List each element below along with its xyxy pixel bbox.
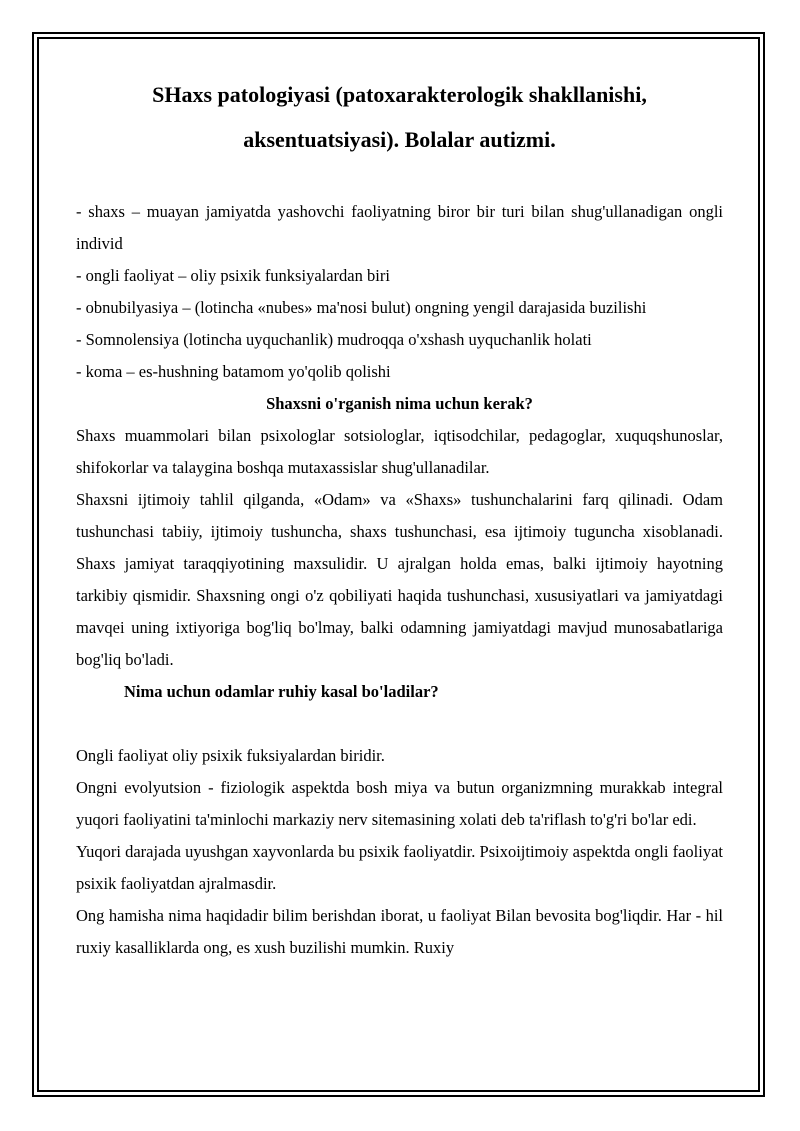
blank-line bbox=[76, 708, 723, 740]
paragraph-1: Shaxs muammolari bilan psixologlar sotsiologlar, iqtisodchilar, pedagoglar, xuquqshunoslar, shifokorlar va talaygina boshqa mutaxassislar shug'ullanadilar. bbox=[76, 426, 723, 477]
definition-item: - obnubilyasiya – (lotincha «nubes» ma'nosi bulut) ongning yengil darajasida buzilishi bbox=[76, 298, 647, 317]
paragraph-4: Ongni evolyutsion - fiziologik aspektda bosh miya va butun organizmning murakkab integral yuqori faoliyatini ta'minlochi markaziy nerv sitemasining xolati deb ta'riflash to'g'ri bo'lar edi. bbox=[76, 778, 723, 829]
document-body bbox=[76, 72, 723, 1052]
paragraph-3: Ongli faoliyat oliy psixik fuksiyalardan biridir. bbox=[76, 746, 385, 765]
paragraph-5: Yuqori darajada uyushgan xayvonlarda bu psixik faoliyatdir. Psixoijtimoiy aspektda ongli faoliyat psixik faoliyatdan ajralmasdir. bbox=[76, 842, 723, 893]
paragraph-2: Shaxsni ijtimoiy tahlil qilganda, «Odam» va «Shaxs» tushunchalarini farq qilinadi. Odam tushunchasi tabiiy, ijtimoiy tushuncha, shaxs tushunchasi, esa ijtimoiy tuguncha xisoblanadi. Shaxs jamiyat taraqqiyotining maxsulidir. U ajralgan holda emas, balki ijtimoiy hayotning tarkibiy qismidir. Shaxsning ongi o'z qobiliyati haqida tushunchasi, xususiyatlari va jamiyatdagi mavqei uning ixtiyoriga bog'liq bo'lmay, balki odamning jamiyatdagi mavjud munosabatlariga bog'liq bo'ladi. bbox=[76, 490, 723, 669]
definition-item: - shaxs – muayan jamiyatda yashovchi faoliyatning biror bir turi bilan shug'ullanadigan ongli individ bbox=[76, 202, 723, 253]
section-heading-2: Nima uchun odamlar ruhiy kasal bo'ladilar? bbox=[124, 682, 439, 701]
definition-item: - Somnolensiya (lotincha uyquchanlik) mudroqqa o'xshash uyquchanlik holati bbox=[76, 330, 592, 349]
title-line-1: SHaxs patologiyasi (patoxarakterologik shakllanishi, bbox=[152, 82, 647, 107]
section-heading-1: Shaxsni o'rganish nima uchun kerak? bbox=[266, 394, 533, 413]
document-title bbox=[76, 72, 723, 162]
definition-item: - koma – es-hushning batamom yo'qolib qolishi bbox=[76, 362, 391, 381]
paragraph-6: Ong hamisha nima haqidadir bilim berishdan iborat, u faoliyat Bilan bevosita bog'liqdir. Har - hil ruxiy kasalliklarda ong, es xush buzilishi mumkin. Ruxiy bbox=[76, 906, 723, 957]
title-line-2: aksentuatsiyasi). Bolalar autizmi. bbox=[243, 127, 556, 152]
definition-item: - ongli faoliyat – oliy psixik funksiyalardan biri bbox=[76, 266, 390, 285]
title-spacer bbox=[76, 162, 723, 196]
